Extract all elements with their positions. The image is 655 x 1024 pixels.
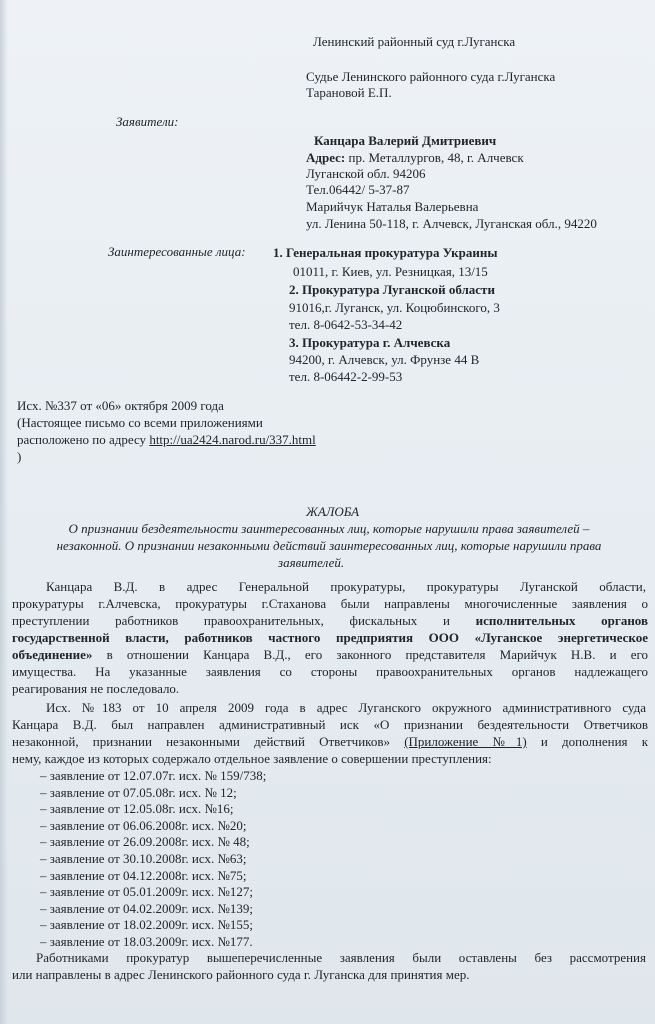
list-item: – заявление от 07.05.08г. исх. № 12;	[40, 784, 237, 800]
statement-list	[40, 768, 266, 951]
para2-line-3-text: незаконной, признании незаконными действий Ответчиков»	[12, 734, 390, 749]
para2-line-4: нему, каждое из которых содержало отдельное заявление о совершении преступления:	[12, 751, 492, 766]
party-2-name: 2. Прокуратура Луганской области	[289, 282, 495, 297]
interested-label: Заинтересованные лица:	[108, 244, 246, 259]
para1-line-5	[12, 647, 648, 664]
list-item: – заявление от 04.12.2008г. исх. №75;	[40, 867, 247, 883]
judge-line-2: Тарановой Е.П.	[306, 85, 392, 100]
para1-line-1: Канцара В.Д. в адрес Генеральной прокуратуры, прокуратуры Луганской области,	[46, 579, 646, 594]
para1-line-4: государственной власти, работников частного предприятия ООО «Луганское энергетическое	[12, 630, 648, 645]
para2-line-2: Канцара В.Д. был направлен административный иск «О признании бездеятельности Ответчиков	[12, 717, 648, 732]
applicant-address	[306, 150, 524, 167]
para2-line-3-end: и дополнения к	[526, 734, 649, 749]
judge-line-1: Судье Ленинского районного суда г.Луганска	[306, 69, 556, 84]
page-fold-shadow	[0, 0, 8, 1024]
para1-line-5-text: в отношении Канцара В.Д., его законного представителя Марийчук Н.В. и его	[92, 647, 648, 662]
complaint-subtitle-3: заявителей.	[278, 555, 345, 570]
letter-url-link[interactable]: http://ua2424.narod.ru/337.html	[149, 432, 316, 447]
party-1-address: 01011, г. Киев, ул. Резницкая, 13/15	[293, 264, 488, 279]
outgoing-number: Исх. №337 от «06» октября 2009 года	[17, 398, 224, 413]
second-applicant-address: ул. Ленина 50-118, г. Алчевск, Луганская обл., 94220	[306, 216, 597, 231]
applicant-region: Луганской обл. 94206	[306, 166, 426, 181]
list-item: – заявление от 18.03.2009г. исх. №177.	[40, 933, 253, 949]
para2-line-3	[12, 734, 648, 751]
outgoing-note-line-2	[17, 432, 316, 449]
court-name: Ленинский районный суд г.Луганска	[313, 34, 516, 49]
para1-line-6: имущества. На указанные заявления со стороны правоохранительных органов надлежащего	[12, 664, 648, 679]
list-item: – заявление от 12.07.07г. исх. № 159/738;	[40, 768, 267, 783]
para1-line-3-bold: исполнительных органов	[475, 613, 649, 628]
outgoing-note-close: )	[17, 449, 22, 464]
list-item: – заявление от 30.10.2008г. исх. №63;	[40, 850, 247, 866]
party-3-phone: тел. 8-06442-2-99-53	[289, 369, 403, 384]
list-item: – заявление от 12.05.08г. исх. №16;	[40, 801, 234, 817]
applicant-phone: Тел.06442/ 5-37-87	[306, 182, 410, 197]
list-item: – заявление от 04.02.2009г. исх. №139;	[40, 900, 253, 916]
party-2-phone: тел. 8-0642-53-34-42	[289, 317, 403, 332]
complaint-subtitle-2: незаконной. О признании незаконными действий заинтересованных лиц, которые нарушили права	[56, 538, 602, 553]
party-1-name: 1. Генеральная прокуратура Украины	[273, 245, 498, 260]
party-2-address: 91016,г. Луганск, ул. Коцюбинского, 3	[289, 300, 500, 315]
party-3-address: 94200, г. Алчевск, ул. Фрунзе 44 В	[289, 352, 480, 367]
para1-line-3-text: преступлении работников правоохранительных, фискальных и	[12, 613, 450, 628]
para1-line-5-bold: объединение»	[12, 647, 93, 662]
applicant-name: Канцара Валерий Дмитриевич	[314, 133, 497, 148]
address-value: пр. Металлургов, 48, г. Алчевск	[345, 150, 524, 165]
complaint-subtitle-1: О признании бездеятельности заинтересованных лиц, которые нарушили права заявителей –	[68, 521, 590, 536]
para1-line-2: прокуратуры г.Алчевска, прокуратуры г.Стаханова были направлены многочисленные заявления о	[12, 596, 648, 611]
complaint-title: ЖАЛОБА	[306, 504, 360, 519]
second-applicant-name: Марийчук Наталья Валерьевна	[306, 199, 479, 214]
para1-line-7: реагирования не последовало.	[12, 681, 180, 696]
list-item: – заявление от 06.06.2008г. исх. №20;	[40, 817, 247, 833]
outgoing-note-line-1: (Настоящее письмо со всеми приложениями	[17, 415, 263, 430]
para3-line-2: или направлены в адрес Ленинского районного суда г. Луганска для принятия мер.	[12, 967, 470, 982]
list-item: – заявление от 18.02.2009г. исх. №155;	[40, 917, 253, 933]
para2-line-1: Исх. №183 от 10 апреля 2009 года в адрес Луганского окружного административного суда	[46, 700, 646, 715]
party-3-name: 3. Прокуратура г. Алчевска	[289, 335, 451, 350]
outgoing-note-text: расположено по адресу	[17, 432, 150, 447]
address-label: Адрес:	[306, 150, 346, 165]
list-item: – заявление от 26.09.2008г. исх. № 48;	[40, 834, 250, 850]
para3-line-1: Работниками прокуратур вышеперечисленные заявления были оставлены без рассмотрения	[36, 950, 646, 965]
appendix-1-reference[interactable]: (Приложение №1)	[404, 734, 527, 749]
applicants-label: Заявители:	[116, 114, 179, 129]
list-item: – заявление от 05.01.2009г. исх. №127;	[40, 884, 253, 900]
para1-line-3	[12, 613, 648, 630]
